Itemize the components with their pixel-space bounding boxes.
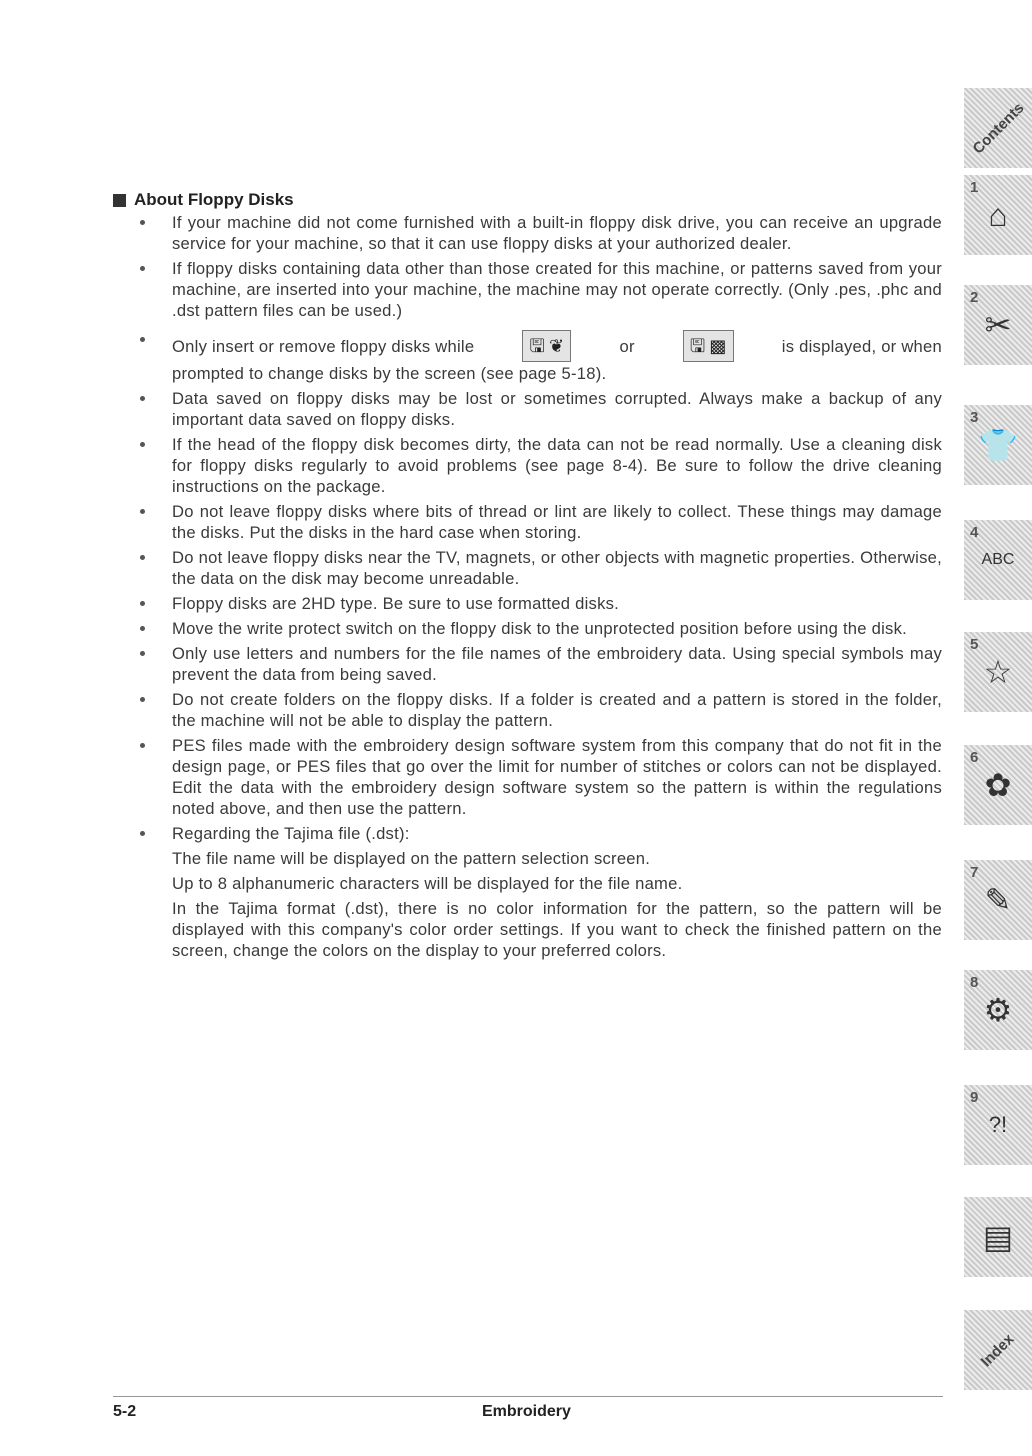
- pattern-image-icon: ▩: [709, 336, 727, 356]
- tab-number: 6: [970, 749, 979, 766]
- list-item: Only use letters and numbers for the file names of the embroidery data. Using special symbols may prevent the data from being saved.: [140, 643, 942, 685]
- notes-list: [140, 212, 942, 965]
- tab-number: 4: [970, 524, 979, 541]
- tab-chapter-7[interactable]: [964, 860, 1032, 940]
- embroidery-frame-icon: ☆: [983, 654, 1013, 690]
- list-item: Do not create folders on the floppy disks. If a folder is created and a pattern is stored in the folder, the machine will not be able to display the pattern.: [140, 689, 942, 731]
- list-item: Floppy disks are 2HD type. Be sure to use formatted disks.: [140, 593, 942, 614]
- list-item: Data saved on floppy disks may be lost or sometimes corrupted. Always make a backup of any important data saved on floppy disks.: [140, 388, 942, 430]
- shirt-letters-icon: ABC: [981, 551, 1015, 568]
- machine-trouble-icon: ?!: [988, 1112, 1008, 1137]
- floppy-disk-icon: 🖫: [689, 336, 706, 356]
- list-item: If the head of the floppy disk becomes dirty, the data can not be read normally. Use a cleaning disk for floppy disks regularly to avoid problems (see page 8-4). Be sure to follow the drive cleaning instructions on the package.: [140, 434, 942, 497]
- list-item: Do not leave floppy disks near the TV, magnets, or other objects with magnetic properties. Otherwise, the data on the disk may become unreadable.: [140, 547, 942, 589]
- tab-chapter-6[interactable]: [964, 745, 1032, 825]
- list-item: Move the write protect switch on the floppy disk to the unprotected position before using the disk.: [140, 618, 942, 639]
- shirt-embroidery-icon: ✿: [984, 767, 1012, 803]
- tab-number: 1: [970, 179, 979, 196]
- tab-chapter-4[interactable]: [964, 520, 1032, 600]
- tajima-note: The file name will be displayed on the pattern selection screen.: [172, 849, 651, 868]
- tab-number: 8: [970, 974, 979, 991]
- thread-spool-icon: ✂: [984, 307, 1012, 343]
- tab-chapter-1[interactable]: [964, 175, 1032, 255]
- tab-index[interactable]: [964, 1310, 1032, 1390]
- tab-chapter-5[interactable]: [964, 632, 1032, 712]
- insert-text-end: is displayed, or when: [781, 336, 942, 356]
- floppy-screen-display-1: [522, 330, 571, 362]
- list-item: [140, 823, 942, 961]
- tab-chapter-8[interactable]: [964, 970, 1032, 1050]
- tajima-heading: Regarding the Tajima file (.dst):: [172, 824, 410, 843]
- insert-text-or: or: [619, 336, 635, 356]
- tajima-note: Up to 8 alphanumeric characters will be displayed for the file name.: [172, 874, 683, 893]
- floppy-disk-icon: 🖫: [529, 336, 546, 356]
- tab-chapter-9[interactable]: [964, 1085, 1032, 1165]
- tab-appendix[interactable]: [964, 1197, 1032, 1277]
- tab-number: 2: [970, 289, 979, 306]
- heading-bullet-icon: [113, 194, 126, 207]
- tab-number: 5: [970, 636, 979, 653]
- list-item: Do not leave floppy disks where bits of thread or lint are likely to collect. These things may damage the disks. Put the disks in the hard case when storing.: [140, 501, 942, 543]
- contents-icon: Contents: [969, 99, 1027, 157]
- list-item: [140, 329, 942, 384]
- section-heading: [113, 190, 294, 210]
- tab-number: 7: [970, 864, 979, 881]
- document-pages-icon: ▤: [982, 1219, 1014, 1255]
- floppy-screen-display-2: [683, 330, 734, 362]
- list-item: If floppy disks containing data other than those created for this machine, or patterns saved from your machine, are inserted into your machine, the machine may not operate correctly. (Only .pes, .phc and .dst pattern files can be used.): [140, 258, 942, 321]
- footer-chapter-title: Embroidery: [482, 1403, 571, 1420]
- list-item: If your machine did not come furnished with a built-in floppy disk drive, you can receive an upgrade service for your machine, so that it can use floppy disks at your authorized dealer.: [140, 212, 942, 254]
- list-item: PES files made with the embroidery design software system from this company that do not fit in the design page, or PES files that go over the limit for number of stitches or colors can not be displayed. Edit the data with the embroidery design software system so the pattern is within the regulations noted above, and then use the pattern.: [140, 735, 942, 819]
- tab-number: 3: [970, 409, 979, 426]
- embroidery-pattern-icon: ❦: [549, 336, 565, 356]
- page-number: 5-2: [113, 1403, 137, 1420]
- chapter-tabs: [952, 0, 1032, 1456]
- tab-contents[interactable]: [964, 88, 1032, 168]
- insert-text-line2: prompted to change disks by the screen (see page 5-18).: [172, 364, 607, 383]
- machine-settings-icon: ⚙: [983, 992, 1013, 1028]
- insert-text-start: Only insert or remove floppy disks while: [172, 336, 475, 356]
- section-title: About Floppy Disks: [134, 190, 294, 209]
- tab-number: 9: [970, 1089, 979, 1106]
- tajima-note: In the Tajima format (.dst), there is no color information for the pattern, so the pattern will be displayed with this company's color order settings. If you want to check the finished pattern on the screen, change the colors on the display to your preferred colors.: [172, 899, 942, 960]
- tab-chapter-2[interactable]: [964, 285, 1032, 365]
- sewing-machine-icon: ⌂: [988, 197, 1008, 233]
- tab-chapter-3[interactable]: [964, 405, 1032, 485]
- footer-divider: [113, 1396, 943, 1397]
- shirt-needle-icon: ✎: [984, 882, 1012, 918]
- index-icon: Index: [978, 1330, 1018, 1370]
- shirt-icon: 👕: [978, 427, 1018, 463]
